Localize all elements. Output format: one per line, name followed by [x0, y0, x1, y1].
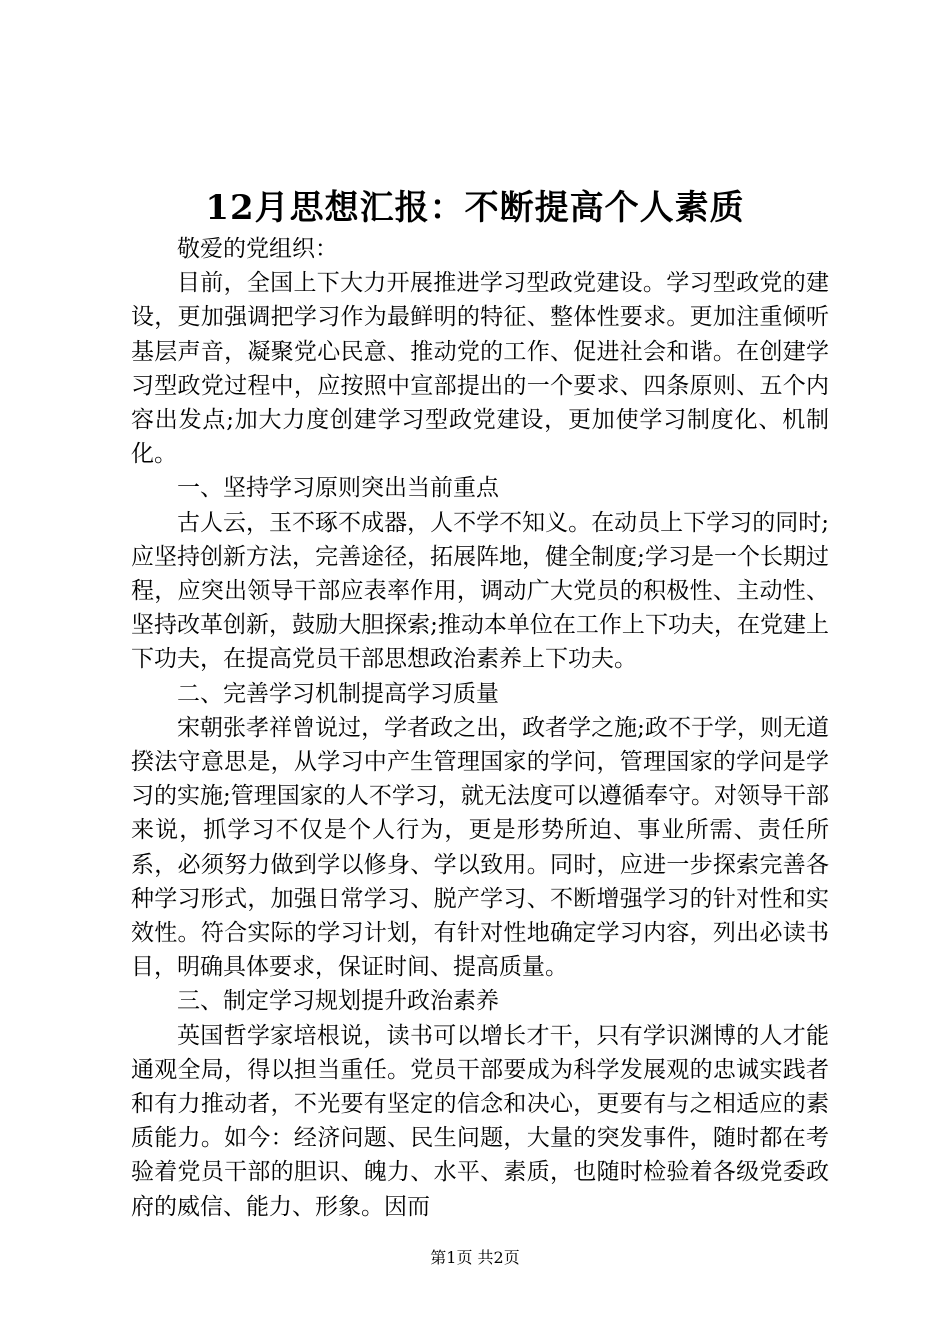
- document-title: 12月思想汇报：不断提高个人素质: [205, 188, 745, 228]
- section-heading-2: 二、完善学习机制提高学习质量: [177, 680, 499, 707]
- document-body: [131, 232, 829, 1224]
- section-heading-3: 三、制定学习规划提升政治素养: [177, 988, 499, 1015]
- paragraph-section-3: 英国哲学家培根说，读书可以增长才干，只有学识渊博的人才能通观全局，得以担当重任。党员干部要成为科学发展观的忠诚实践者和有力推动者，不光要有坚定的信念和决心，更要有与之相适应的素质能力。如今：经济问题、民生问题，大量的突发事件，随时都在考验着党员干部的胆识、魄力、水平、素质，也随时检验着各级党委政府的威信、能力、形象。因而: [131, 1022, 829, 1220]
- section-heading-1: 一、坚持学习原则突出当前重点: [177, 475, 499, 502]
- paragraph-intro: 目前，全国上下大力开展推进学习型政党建设。学习型政党的建设，更加强调把学习作为最鲜明的特征、整体性要求。更加注重倾听基层声音，凝聚党心民意、推动党的工作、促进社会和谐。在创建学习型政党过程中，应按照中宣部提出的一个要求、四条原则、五个内容出发点;加大力度创建学习型政党建设，更加使学习制度化、机制化。: [131, 270, 829, 468]
- salutation: 敬爱的党组织：: [177, 236, 338, 262]
- paragraph-section-1: 古人云，玉不琢不成器，人不学不知义。在动员上下学习的同时;应坚持创新方法，完善途径，拓展阵地，健全制度;学习是一个长期过程，应突出领导干部应表率作用，调动广大党员的积极性、主动性、坚持改革创新，鼓励大胆探索;推动本单位在工作上下功夫，在党建上下功夫，在提高党员干部思想政治素养上下功夫。: [131, 509, 829, 673]
- page-footer: 第1页 共2页: [430, 1248, 520, 1267]
- paragraph-section-2: 宋朝张孝祥曾说过，学者政之出，政者学之施;政不于学，则无道揆法守意思是，从学习中产生管理国家的学问，管理国家的学问是学习的实施;管理国家的人不学习，就无法度可以遵循奉守。对领导干部来说，抓学习不仅是个人行为，更是形势所迫、事业所需、责任所系，必须努力做到学以修身、学以致用。同时，应进一步探索完善各种学习形式，加强日常学习、脱产学习、不断增强学习的针对性和实效性。符合实际的学习计划，有针对性地确定学习内容，列出必读书目，明确具体要求，保证时间、提高质量。: [131, 714, 829, 981]
